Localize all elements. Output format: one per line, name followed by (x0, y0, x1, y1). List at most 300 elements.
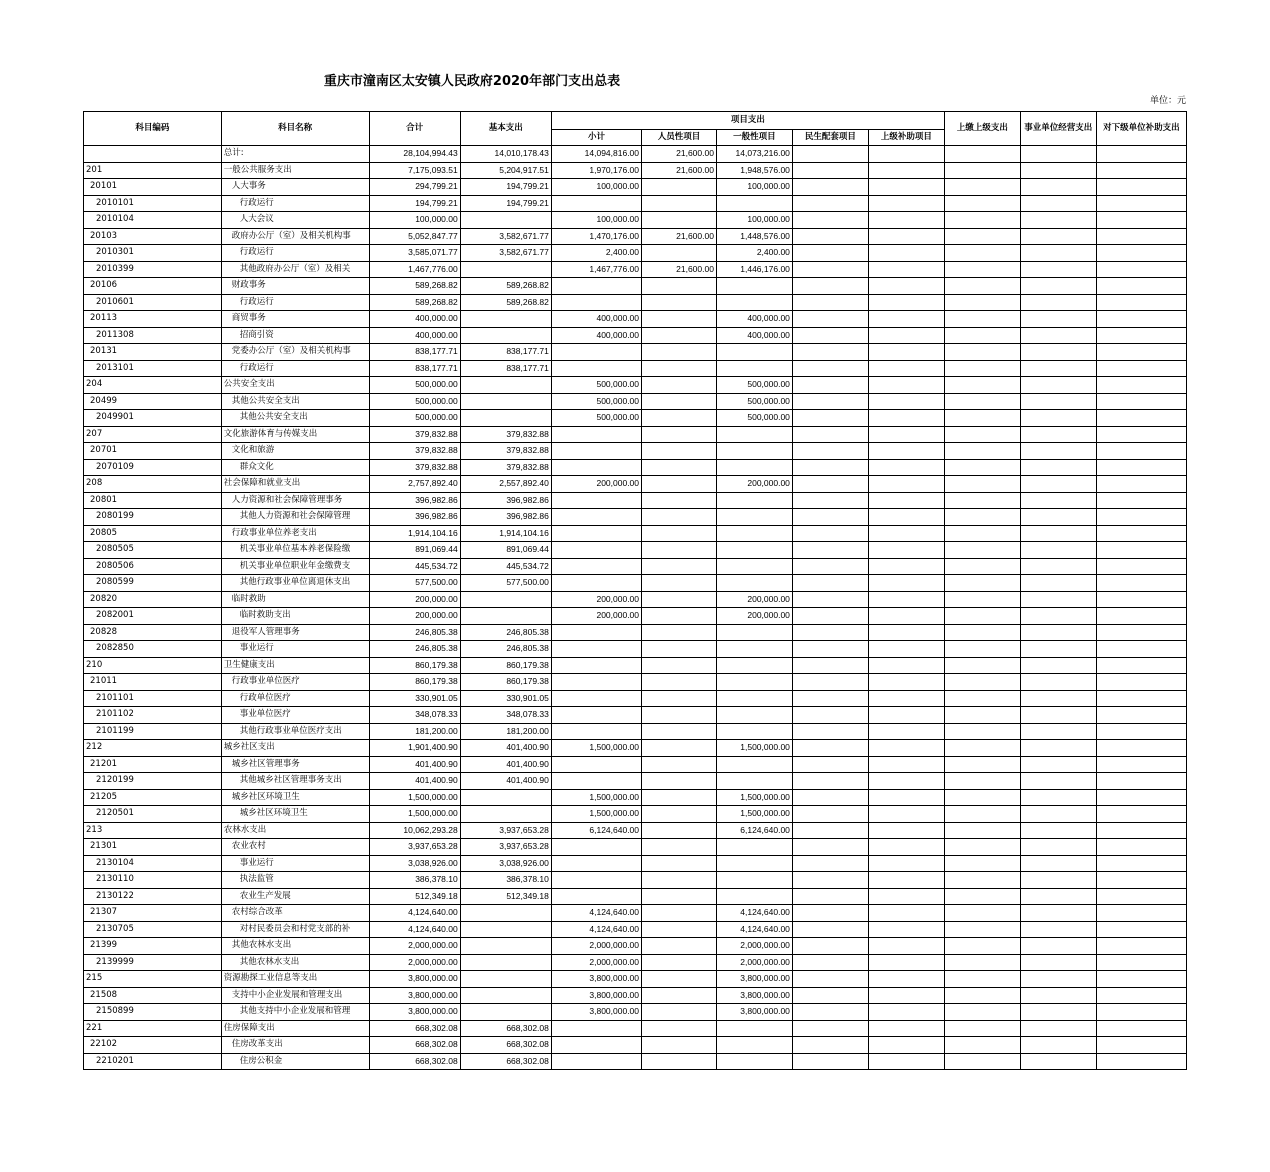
cell-subtotal: 3,800,000.00 (551, 987, 641, 1004)
cell-code: 20805 (84, 525, 222, 542)
cell-superior-subsidy (868, 558, 944, 575)
cell-basic: 401,400.90 (460, 773, 551, 790)
cell-subtotal (551, 641, 641, 658)
cell-general (716, 756, 792, 773)
table-row (84, 657, 1187, 674)
cell-code: 20131 (84, 344, 222, 361)
cell-basic: 5,204,917.51 (460, 162, 551, 179)
cell-name: 城乡社区管理事务 (221, 756, 369, 773)
cell-general (716, 1053, 792, 1070)
cell-subordinate-subsidy (1096, 294, 1186, 311)
cell-subtotal (551, 459, 641, 476)
cell-superior-subsidy (868, 855, 944, 872)
cell-livelihood (792, 789, 868, 806)
cell-subordinate-subsidy (1096, 740, 1186, 757)
cell-general (716, 492, 792, 509)
cell-pay-superior (944, 360, 1020, 377)
cell-business (1020, 278, 1096, 295)
header-personnel: 人员性项目 (642, 130, 717, 146)
cell-total: 28,104,994.43 (369, 146, 460, 163)
cell-livelihood (792, 839, 868, 856)
cell-business (1020, 822, 1096, 839)
cell-business (1020, 179, 1096, 196)
cell-superior-subsidy (868, 905, 944, 922)
header-total: 合计 (369, 112, 460, 146)
cell-subtotal: 1,970,176.00 (551, 162, 641, 179)
cell-total: 246,805.38 (369, 641, 460, 658)
cell-general: 6,124,640.00 (716, 822, 792, 839)
cell-subtotal: 200,000.00 (551, 476, 641, 493)
cell-livelihood (792, 228, 868, 245)
table-row (84, 426, 1187, 443)
cell-general (716, 773, 792, 790)
cell-personnel (642, 443, 717, 460)
cell-total: 860,179.38 (369, 674, 460, 691)
cell-personnel (642, 459, 717, 476)
cell-business (1020, 146, 1096, 163)
cell-superior-subsidy (868, 228, 944, 245)
cell-general (716, 278, 792, 295)
cell-business (1020, 195, 1096, 212)
cell-code: 20801 (84, 492, 222, 509)
cell-subtotal: 2,000,000.00 (551, 938, 641, 955)
cell-superior-subsidy (868, 723, 944, 740)
table-row (84, 789, 1187, 806)
cell-livelihood (792, 855, 868, 872)
cell-livelihood (792, 707, 868, 724)
cell-subtotal: 500,000.00 (551, 410, 641, 427)
cell-pay-superior (944, 492, 1020, 509)
table-row (84, 261, 1187, 278)
cell-name: 人大事务 (221, 179, 369, 196)
cell-basic: 512,349.18 (460, 888, 551, 905)
cell-pay-superior (944, 228, 1020, 245)
table-row (84, 740, 1187, 757)
table-row (84, 1053, 1187, 1070)
header-code: 科目编码 (84, 112, 222, 146)
cell-general: 500,000.00 (716, 410, 792, 427)
cell-name: 机关事业单位职业年金缴费支 (221, 558, 369, 575)
cell-basic (460, 789, 551, 806)
cell-superior-subsidy (868, 146, 944, 163)
cell-subordinate-subsidy (1096, 393, 1186, 410)
cell-general: 500,000.00 (716, 393, 792, 410)
cell-pay-superior (944, 921, 1020, 938)
cell-general (716, 624, 792, 641)
cell-pay-superior (944, 971, 1020, 988)
cell-livelihood (792, 674, 868, 691)
table-row (84, 146, 1187, 163)
cell-basic (460, 608, 551, 625)
cell-code: 2210201 (84, 1053, 222, 1070)
cell-subordinate-subsidy (1096, 360, 1186, 377)
cell-subordinate-subsidy (1096, 756, 1186, 773)
cell-total: 379,832.88 (369, 426, 460, 443)
cell-basic: 860,179.38 (460, 674, 551, 691)
cell-basic (460, 971, 551, 988)
cell-subtotal: 500,000.00 (551, 393, 641, 410)
cell-general: 2,000,000.00 (716, 938, 792, 955)
cell-personnel (642, 294, 717, 311)
cell-pay-superior (944, 773, 1020, 790)
cell-pay-superior (944, 855, 1020, 872)
cell-name: 农业生产发展 (221, 888, 369, 905)
table-row (84, 245, 1187, 262)
cell-total: 860,179.38 (369, 657, 460, 674)
cell-subtotal (551, 575, 641, 592)
cell-general: 2,400.00 (716, 245, 792, 262)
cell-basic: 2,557,892.40 (460, 476, 551, 493)
cell-general (716, 641, 792, 658)
cell-subtotal: 400,000.00 (551, 327, 641, 344)
cell-general: 500,000.00 (716, 377, 792, 394)
cell-total: 512,349.18 (369, 888, 460, 905)
cell-basic: 668,302.08 (460, 1037, 551, 1054)
table-row (84, 938, 1187, 955)
cell-basic: 379,832.88 (460, 459, 551, 476)
cell-personnel (642, 789, 717, 806)
table-row (84, 641, 1187, 658)
cell-business (1020, 608, 1096, 625)
cell-name: 行政运行 (221, 245, 369, 262)
cell-livelihood (792, 492, 868, 509)
cell-subordinate-subsidy (1096, 707, 1186, 724)
cell-pay-superior (944, 327, 1020, 344)
cell-business (1020, 987, 1096, 1004)
cell-general (716, 360, 792, 377)
cell-business (1020, 806, 1096, 823)
cell-business (1020, 872, 1096, 889)
cell-pay-superior (944, 245, 1020, 262)
cell-total: 5,052,847.77 (369, 228, 460, 245)
cell-general (716, 426, 792, 443)
cell-pay-superior (944, 212, 1020, 229)
cell-total: 577,500.00 (369, 575, 460, 592)
cell-basic: 3,937,653.28 (460, 822, 551, 839)
cell-livelihood (792, 443, 868, 460)
cell-basic: 246,805.38 (460, 641, 551, 658)
cell-general (716, 839, 792, 856)
table-row (84, 492, 1187, 509)
cell-name: 农林水支出 (221, 822, 369, 839)
cell-business (1020, 674, 1096, 691)
cell-name: 事业单位医疗 (221, 707, 369, 724)
cell-subtotal (551, 624, 641, 641)
cell-livelihood (792, 1053, 868, 1070)
cell-personnel (642, 641, 717, 658)
cell-livelihood (792, 921, 868, 938)
cell-general (716, 443, 792, 460)
cell-pay-superior (944, 789, 1020, 806)
cell-superior-subsidy (868, 278, 944, 295)
cell-basic (460, 327, 551, 344)
cell-name: 其他农林水支出 (221, 938, 369, 955)
cell-basic: 181,200.00 (460, 723, 551, 740)
cell-name: 一般公共服务支出 (221, 162, 369, 179)
cell-livelihood (792, 459, 868, 476)
cell-pay-superior (944, 393, 1020, 410)
cell-livelihood (792, 476, 868, 493)
cell-basic: 330,901.05 (460, 690, 551, 707)
cell-basic: 3,582,671.77 (460, 245, 551, 262)
table-row (84, 294, 1187, 311)
cell-name: 其他行政事业单位医疗支出 (221, 723, 369, 740)
cell-personnel: 21,600.00 (642, 228, 717, 245)
cell-superior-subsidy (868, 624, 944, 641)
cell-business (1020, 938, 1096, 955)
cell-superior-subsidy (868, 443, 944, 460)
cell-total: 445,534.72 (369, 558, 460, 575)
table-row (84, 806, 1187, 823)
cell-general (716, 558, 792, 575)
table-row (84, 360, 1187, 377)
cell-subtotal: 100,000.00 (551, 212, 641, 229)
cell-basic: 348,078.33 (460, 707, 551, 724)
cell-total: 3,800,000.00 (369, 987, 460, 1004)
header-livelihood: 民生配套项目 (792, 130, 868, 146)
table-row (84, 525, 1187, 542)
cell-personnel (642, 756, 717, 773)
cell-code: 2130122 (84, 888, 222, 905)
cell-total: 838,177.71 (369, 360, 460, 377)
cell-pay-superior (944, 558, 1020, 575)
cell-name: 行政事业单位医疗 (221, 674, 369, 691)
cell-total: 200,000.00 (369, 608, 460, 625)
cell-code: 2130110 (84, 872, 222, 889)
cell-general (716, 294, 792, 311)
cell-name: 城乡社区环境卫生 (221, 806, 369, 823)
cell-code (84, 146, 222, 163)
cell-name: 其他行政事业单位离退休支出 (221, 575, 369, 592)
cell-business (1020, 311, 1096, 328)
cell-superior-subsidy (868, 839, 944, 856)
cell-business (1020, 954, 1096, 971)
table-row (84, 393, 1187, 410)
cell-pay-superior (944, 278, 1020, 295)
cell-general (716, 855, 792, 872)
cell-business (1020, 426, 1096, 443)
cell-livelihood (792, 212, 868, 229)
table-row (84, 608, 1187, 625)
cell-general: 1,500,000.00 (716, 789, 792, 806)
cell-subordinate-subsidy (1096, 591, 1186, 608)
cell-business (1020, 294, 1096, 311)
cell-name: 对村民委员会和村党支部的补 (221, 921, 369, 938)
cell-business (1020, 1037, 1096, 1054)
cell-general (716, 509, 792, 526)
cell-subordinate-subsidy (1096, 954, 1186, 971)
cell-personnel (642, 558, 717, 575)
cell-total: 2,757,892.40 (369, 476, 460, 493)
cell-livelihood (792, 773, 868, 790)
cell-superior-subsidy (868, 1053, 944, 1070)
cell-livelihood (792, 971, 868, 988)
cell-total: 401,400.90 (369, 773, 460, 790)
cell-personnel: 21,600.00 (642, 162, 717, 179)
cell-basic: 577,500.00 (460, 575, 551, 592)
cell-code: 207 (84, 426, 222, 443)
cell-code: 21201 (84, 756, 222, 773)
cell-pay-superior (944, 344, 1020, 361)
cell-superior-subsidy (868, 707, 944, 724)
table-row (84, 987, 1187, 1004)
cell-pay-superior (944, 954, 1020, 971)
cell-subordinate-subsidy (1096, 905, 1186, 922)
cell-basic (460, 212, 551, 229)
cell-total: 891,069.44 (369, 542, 460, 559)
cell-subordinate-subsidy (1096, 327, 1186, 344)
cell-subtotal (551, 1053, 641, 1070)
cell-superior-subsidy (868, 245, 944, 262)
cell-name: 行政运行 (221, 195, 369, 212)
cell-subordinate-subsidy (1096, 789, 1186, 806)
cell-code: 2120199 (84, 773, 222, 790)
cell-superior-subsidy (868, 1020, 944, 1037)
cell-superior-subsidy (868, 377, 944, 394)
cell-livelihood (792, 954, 868, 971)
cell-superior-subsidy (868, 212, 944, 229)
cell-total: 2,000,000.00 (369, 954, 460, 971)
cell-subordinate-subsidy (1096, 228, 1186, 245)
cell-code: 210 (84, 657, 222, 674)
cell-name: 住房改革支出 (221, 1037, 369, 1054)
cell-basic: 14,010,178.43 (460, 146, 551, 163)
cell-code: 2080506 (84, 558, 222, 575)
cell-code: 212 (84, 740, 222, 757)
table-row (84, 443, 1187, 460)
cell-subtotal (551, 525, 641, 542)
cell-subordinate-subsidy (1096, 641, 1186, 658)
cell-superior-subsidy (868, 509, 944, 526)
cell-superior-subsidy (868, 1004, 944, 1021)
cell-name: 其他城乡社区管理事务支出 (221, 773, 369, 790)
cell-subtotal (551, 707, 641, 724)
cell-business (1020, 839, 1096, 856)
cell-livelihood (792, 525, 868, 542)
cell-code: 20499 (84, 393, 222, 410)
cell-code: 20103 (84, 228, 222, 245)
cell-subtotal: 2,400.00 (551, 245, 641, 262)
cell-pay-superior (944, 905, 1020, 922)
table-row (84, 723, 1187, 740)
cell-code: 213 (84, 822, 222, 839)
cell-business (1020, 773, 1096, 790)
cell-general (716, 1020, 792, 1037)
cell-basic (460, 938, 551, 955)
table-row (84, 509, 1187, 526)
cell-subtotal (551, 558, 641, 575)
cell-pay-superior (944, 888, 1020, 905)
cell-superior-subsidy (868, 459, 944, 476)
cell-pay-superior (944, 509, 1020, 526)
cell-basic: 891,069.44 (460, 542, 551, 559)
cell-name: 城乡社区支出 (221, 740, 369, 757)
cell-personnel (642, 311, 717, 328)
cell-basic: 386,378.10 (460, 872, 551, 889)
cell-basic: 668,302.08 (460, 1020, 551, 1037)
cell-pay-superior (944, 674, 1020, 691)
cell-subordinate-subsidy (1096, 657, 1186, 674)
cell-total: 500,000.00 (369, 377, 460, 394)
cell-livelihood (792, 393, 868, 410)
cell-basic: 838,177.71 (460, 344, 551, 361)
cell-pay-superior (944, 740, 1020, 757)
cell-basic: 194,799.21 (460, 195, 551, 212)
cell-total: 194,799.21 (369, 195, 460, 212)
cell-livelihood (792, 261, 868, 278)
cell-code: 201 (84, 162, 222, 179)
cell-subtotal (551, 426, 641, 443)
cell-name: 退役军人管理事务 (221, 624, 369, 641)
cell-total: 3,585,071.77 (369, 245, 460, 262)
cell-name: 农村综合改革 (221, 905, 369, 922)
cell-subordinate-subsidy (1096, 558, 1186, 575)
cell-subtotal (551, 195, 641, 212)
cell-subtotal: 14,094,816.00 (551, 146, 641, 163)
cell-livelihood (792, 888, 868, 905)
cell-business (1020, 641, 1096, 658)
table-row (84, 476, 1187, 493)
cell-livelihood (792, 245, 868, 262)
cell-superior-subsidy (868, 954, 944, 971)
cell-livelihood (792, 690, 868, 707)
table-row (84, 278, 1187, 295)
cell-total: 4,124,640.00 (369, 905, 460, 922)
cell-code: 2010104 (84, 212, 222, 229)
cell-business (1020, 377, 1096, 394)
cell-name: 其他人力资源和社会保障管理 (221, 509, 369, 526)
cell-name: 行政运行 (221, 360, 369, 377)
cell-personnel (642, 987, 717, 1004)
cell-personnel (642, 905, 717, 922)
cell-code: 20701 (84, 443, 222, 460)
cell-business (1020, 971, 1096, 988)
cell-name: 政府办公厅（室）及相关机构事 (221, 228, 369, 245)
cell-name: 财政事务 (221, 278, 369, 295)
cell-code: 21011 (84, 674, 222, 691)
cell-subtotal (551, 278, 641, 295)
cell-subtotal (551, 1020, 641, 1037)
table-row (84, 179, 1187, 196)
cell-business (1020, 921, 1096, 938)
cell-personnel (642, 410, 717, 427)
cell-subordinate-subsidy (1096, 1037, 1186, 1054)
cell-general (716, 459, 792, 476)
cell-livelihood (792, 987, 868, 1004)
cell-code: 22102 (84, 1037, 222, 1054)
cell-total: 396,982.86 (369, 492, 460, 509)
cell-personnel (642, 921, 717, 938)
table-row (84, 327, 1187, 344)
cell-business (1020, 327, 1096, 344)
cell-livelihood (792, 146, 868, 163)
cell-general: 14,073,216.00 (716, 146, 792, 163)
table-row (84, 591, 1187, 608)
cell-code: 2082850 (84, 641, 222, 658)
cell-subordinate-subsidy (1096, 410, 1186, 427)
cell-basic (460, 954, 551, 971)
cell-general: 1,500,000.00 (716, 740, 792, 757)
cell-business (1020, 393, 1096, 410)
table-row (84, 872, 1187, 889)
cell-business (1020, 1004, 1096, 1021)
cell-business (1020, 905, 1096, 922)
cell-code: 21399 (84, 938, 222, 955)
cell-subtotal: 3,800,000.00 (551, 1004, 641, 1021)
cell-code: 20113 (84, 311, 222, 328)
cell-pay-superior (944, 179, 1020, 196)
cell-superior-subsidy (868, 492, 944, 509)
